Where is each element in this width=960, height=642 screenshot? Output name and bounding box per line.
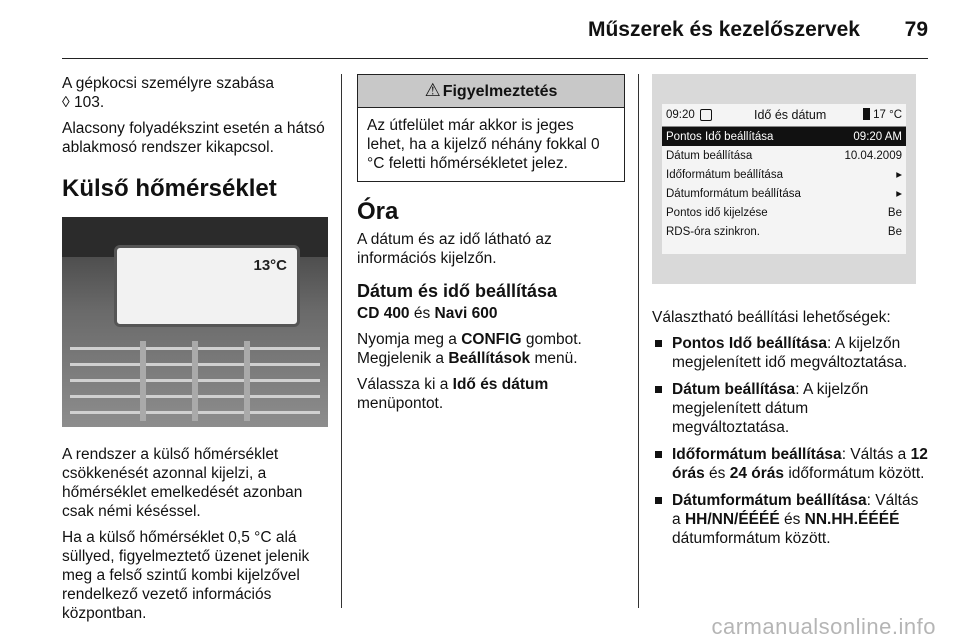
- display-outside-temp: 17 °C: [873, 109, 902, 121]
- column-right: [652, 74, 928, 556]
- section-heading-clock: Óra: [357, 198, 399, 225]
- menu-row-date[interactable]: Dátum beállítása 10.04.2009: [666, 150, 902, 162]
- list-item: Dátum beállítása: A kijelzőn megjelenített dátum megváltoztatása.: [652, 380, 928, 437]
- intro-paragraph: A gépkocsi személyre szabása ◊ 103.: [62, 75, 274, 111]
- menu-row-rds-sync[interactable]: RDS-óra szinkron. Be: [666, 226, 902, 238]
- bullet-icon: [655, 340, 662, 347]
- select-paragraph: Válassza ki a Idő és dátum menüpontot.: [357, 376, 549, 412]
- warning-header: [358, 75, 624, 108]
- column-middle: [357, 74, 625, 420]
- bullet-icon: [655, 386, 662, 393]
- list-item: Pontos Idő beállítása: A kijelzőn megjelenített idő megváltoztatása.: [652, 334, 928, 372]
- display-title: Idő és dátum: [754, 108, 827, 122]
- page-header: [62, 0, 928, 59]
- options-list: [652, 334, 928, 548]
- info-display: [114, 245, 300, 327]
- clock-paragraph: A dátum és az idő látható az információs kijelzőn.: [357, 231, 552, 267]
- warning-icon: ⚠: [424, 80, 441, 100]
- column-divider: [341, 74, 342, 608]
- display-time: 09:20: [666, 109, 695, 121]
- warning-box: [357, 74, 625, 182]
- list-item: Dátumformátum beállítása: Váltás a HH/NN/ÉÉÉÉ és NN.HH.ÉÉÉÉ dátumformátum között.: [652, 491, 928, 548]
- menu-row-show-time[interactable]: Pontos idő kijelzése Be: [666, 207, 902, 219]
- washer-paragraph: Alacsony folyadékszint esetén a hátsó ablakmosó rendszer kikapcsol.: [62, 120, 325, 156]
- options-intro: Választható beállítási lehetőségek:: [652, 309, 891, 326]
- list-item: Időformátum beállítása: Váltás a 12 órás és 24 órás időformátum között.: [652, 445, 928, 483]
- warning-title: Figyelmeztetés: [442, 83, 558, 100]
- bullet-icon: [655, 451, 662, 458]
- dashboard-photo: [62, 217, 328, 427]
- clock-icon: [700, 109, 712, 121]
- temp-paragraph-1: A rendszer a külső hőmérséklet csökkenését azonnal kijelzi, a hőmérséklet emelkedését azonban csak némi késéssel.: [62, 446, 303, 520]
- chevron-right-icon: ▸: [896, 169, 902, 181]
- display-status-bar: [662, 104, 906, 127]
- section-heading-outside-temp: Külső hőmérséklet: [62, 175, 277, 202]
- bullet-icon: [655, 497, 662, 504]
- watermark: carmanualsonline.info: [711, 614, 936, 639]
- column-left: [62, 74, 328, 630]
- menu-row-date-format[interactable]: Dátumformátum beállítása ▸: [666, 188, 902, 200]
- page-reference: ◊ 103.: [62, 94, 105, 111]
- air-vents: [70, 341, 320, 421]
- column-divider: [638, 74, 639, 608]
- subheading-date-time: Dátum és idő beállítása: [357, 281, 558, 301]
- page-number: 79: [904, 18, 928, 41]
- config-paragraph: Nyomja meg a CONFIG gombot. Megjelenik a Beállítások menü.: [357, 331, 582, 367]
- display-screenshot: [652, 74, 916, 284]
- menu-row-time[interactable]: Pontos Idő beállítása 09:20 AM: [662, 127, 906, 146]
- display-temperature: 13°C: [253, 257, 287, 274]
- warning-text: Az útfelület már akkor is jeges lehet, ha a kijelző néhány fokkal 0 °C feletti hőmérsékletet jelez.: [367, 117, 600, 172]
- menu-row-time-format[interactable]: Időformátum beállítása ▸: [666, 169, 902, 181]
- temp-paragraph-2: Ha a külső hőmérséklet 0,5 °C alá süllyed, figyelmeztető üzenet jelenik meg a felső szintű kombi kijelzővel rendelkező vezető információs központban.: [62, 529, 310, 622]
- chevron-right-icon: ▸: [896, 188, 902, 200]
- settings-display: [662, 104, 906, 254]
- phone-icon: [863, 108, 870, 120]
- model-line: CD 400 és Navi 600: [357, 305, 498, 322]
- chapter-title: Műszerek és kezelőszervek: [587, 18, 860, 41]
